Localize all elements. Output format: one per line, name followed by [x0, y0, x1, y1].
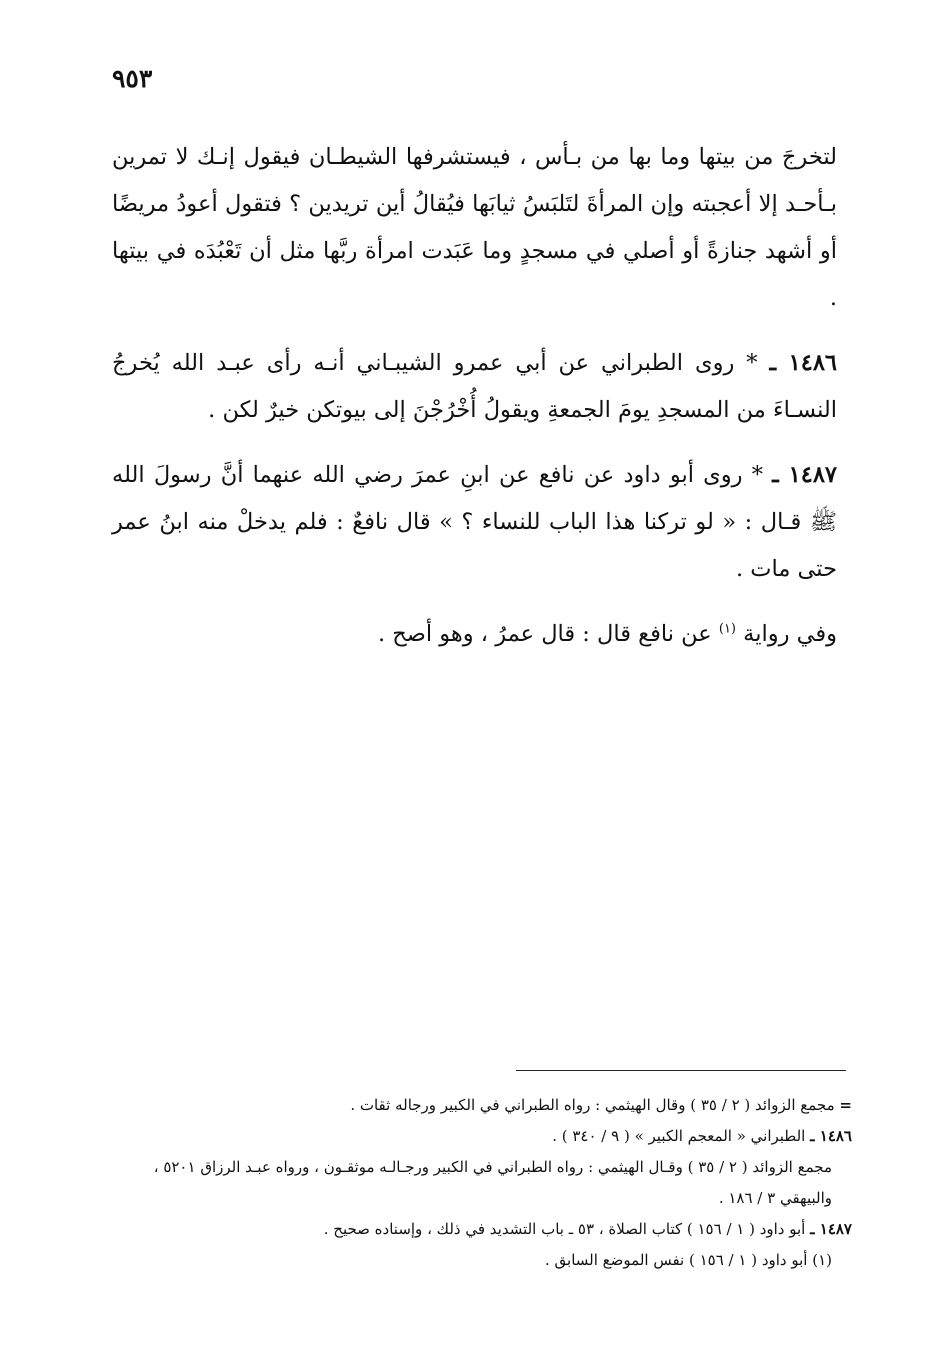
paragraph-1 — [112, 134, 837, 322]
footnote-divider — [516, 1070, 846, 1071]
riwaya-text-after: عن نافع قال : قال عمرُ ، وهو أصح . — [377, 621, 712, 647]
footnote-1486-text: الطبراني « المعجم الكبير » ( ٩ / ٣٤٠ ) . — [552, 1127, 806, 1145]
footnote-1486-detail — [112, 1152, 852, 1214]
footnote-continuation-text: مجمع الزوائد ( ٢ / ٣٥ ) وقال الهيثمي : رواه الطبراني في الكبير ورجاله ثقات . — [350, 1096, 835, 1114]
riwaya-text-before: وفي رواية — [743, 621, 837, 647]
paragraph-1-text: لتخرجَ من بيتها وما بها من بـأس ، فيستشرفها الشيطـان فيقول إنـك لا تمرين بـأحـد إلا أعجبته وإن المرأةَ لتَلبَسُ ثيابَها فيُقالُ أين تريدين ؟ فتقول أعودُ مريضًا أو أشهد جنازةً أو أصلي في مسجدٍ وما عَبَدت امرأة ربَّها مثل أن تَعْبُدَه في بيتها . — [112, 144, 837, 311]
paragraph-1486 — [112, 340, 837, 434]
paragraph-1486-text: * روى الطبراني عن أبي عمرو الشيبـاني أنـه رأى عبـد الله يُخرجُ النسـاءَ من المسجدِ يومَ الجمعةِ ويقولُ أُخْرُجْنَ إلى بيوتكن خيرٌ لكن . — [112, 350, 837, 423]
footnote-reference[interactable]: (١) — [718, 621, 736, 637]
footnote-1487-number: ١٤٨٧ ـ — [810, 1220, 852, 1238]
footnote-continuation — [112, 1090, 852, 1121]
hadith-number-1487: ١٤٨٧ ـ — [772, 462, 837, 488]
footnotes — [112, 1090, 852, 1276]
footnote-1486 — [112, 1121, 852, 1152]
footnote-continuation-mark: = — [839, 1096, 852, 1114]
footnote-1486-number: ١٤٨٦ ـ — [810, 1127, 852, 1145]
footnote-1487-text: أبو داود ( ١ / ١٥٦ ) كتاب الصلاة ، ٥٣ ـ باب التشديد في ذلك ، وإسناده صحيح . — [323, 1220, 806, 1238]
paragraph-riwaya — [112, 611, 837, 658]
main-text — [112, 134, 837, 676]
paragraph-1487 — [112, 452, 837, 593]
paragraph-1487-text: * روى أبو داود عن نافع عن ابنِ عمرَ رضي الله عنهما أنَّ رسولَ الله ﷺ قـال : « لو تركنا هذا الباب للنساء ؟ » قال نافعٌ : فلم يدخلْ منه ابنُ عمر حتى مات . — [112, 462, 837, 582]
footnote-1-text: (١) أبو داود ( ١ / ١٥٦ ) نفس الموضع السابق . — [545, 1251, 832, 1269]
hadith-number-1486: ١٤٨٦ ـ — [769, 350, 837, 376]
footnote-1 — [112, 1245, 852, 1276]
page-number: ٩٥٣ — [112, 64, 153, 93]
footnote-1487 — [112, 1214, 852, 1245]
footnote-1486-detail-text: مجمع الزوائد ( ٢ / ٣٥ ) وقـال الهيثمي : رواه الطبراني في الكبير ورجـالـه موثقـون ، ورواه عبـد الرزاق ٥٢٠١ ، والبيهقي ٣ / ١٨٦ . — [153, 1158, 832, 1207]
